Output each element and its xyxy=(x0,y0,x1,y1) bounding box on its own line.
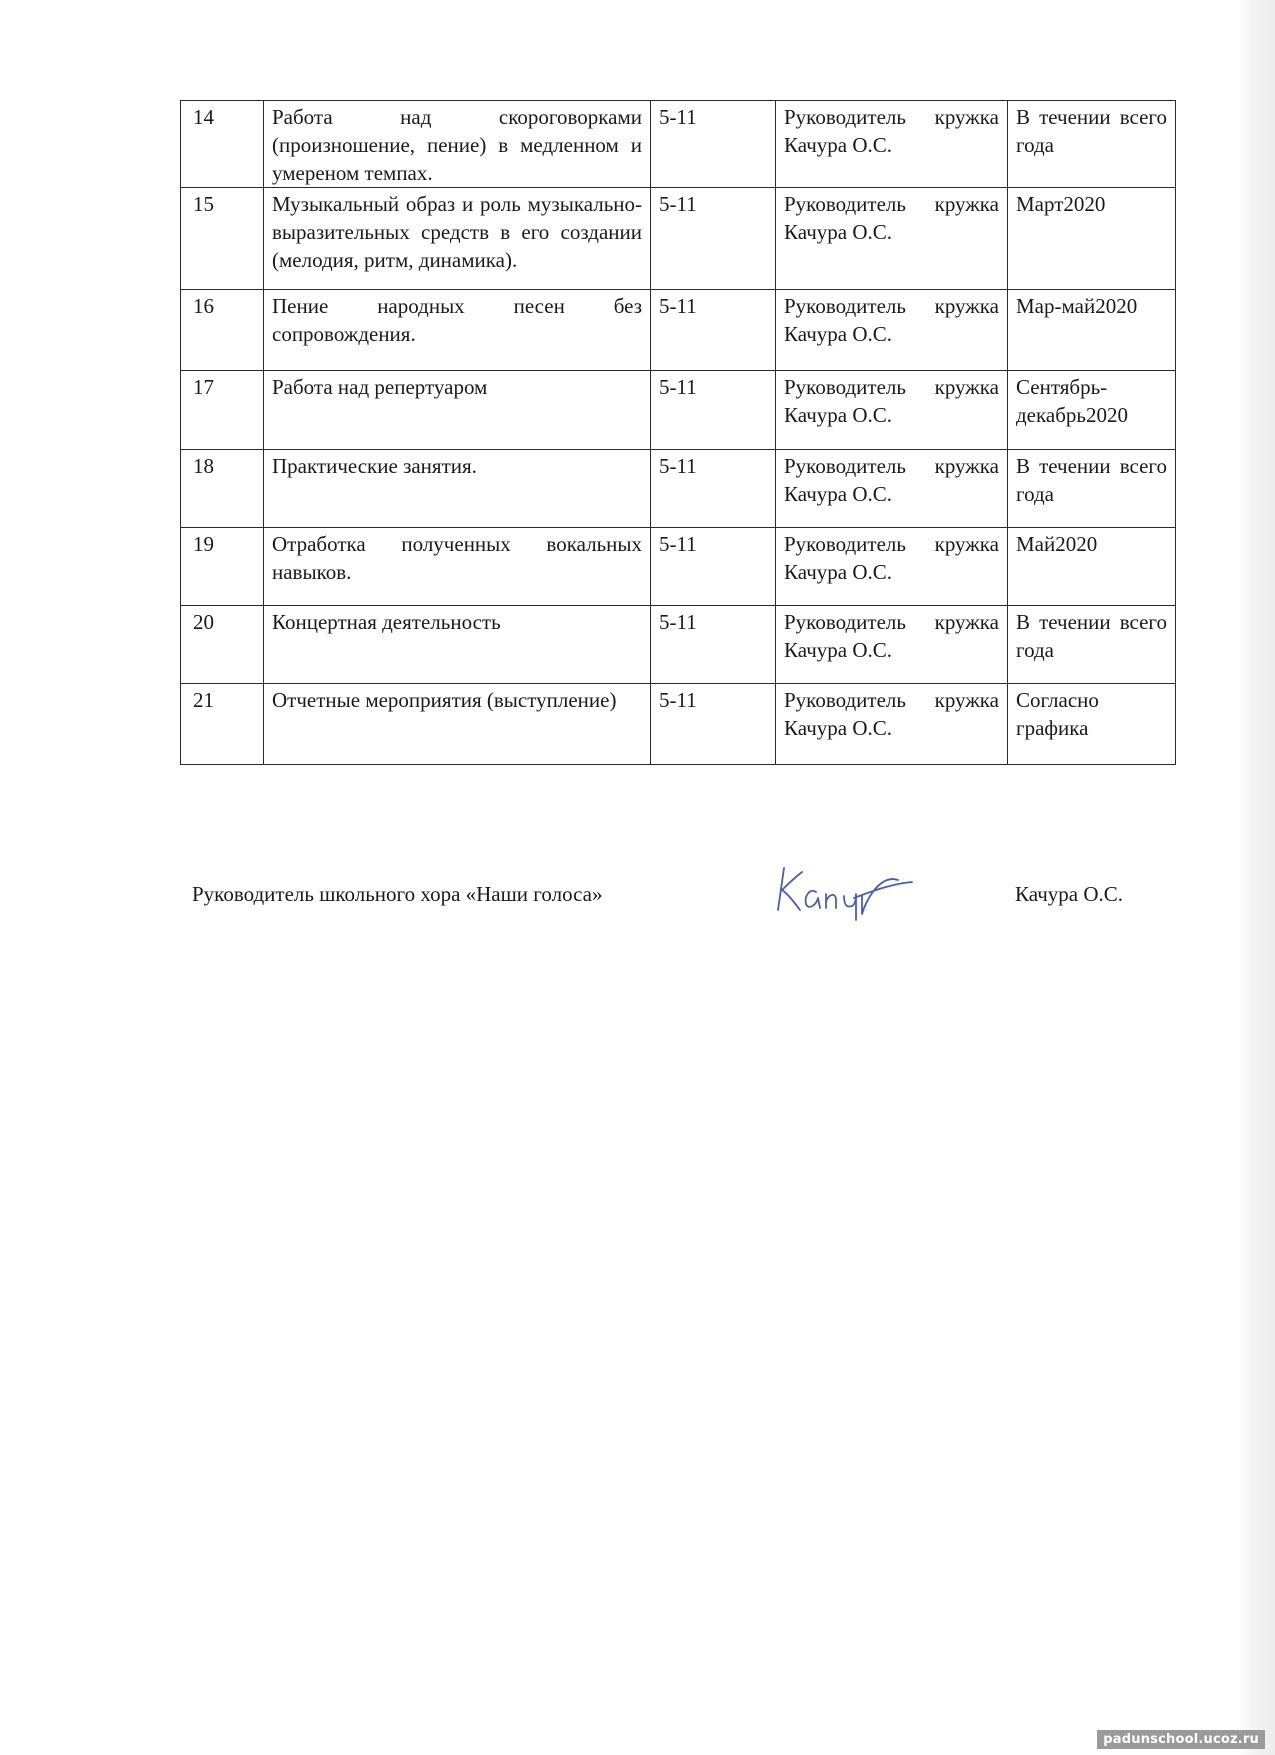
row-period: Май2020 xyxy=(1008,528,1176,606)
row-number: 19 xyxy=(181,528,264,606)
row-number: 20 xyxy=(181,606,264,684)
row-responsible: Руководитель кружка Качура О.С. xyxy=(776,606,1008,684)
row-responsible: Руководитель кружка Качура О.С. xyxy=(776,528,1008,606)
row-topic: Работа над скороговорками (произношение, пение) в медленном и умереном темпах. xyxy=(264,101,651,188)
signature-name: Качура О.С. xyxy=(1015,882,1124,906)
table-row xyxy=(181,684,1176,765)
row-number: 15 xyxy=(181,188,264,290)
table-row xyxy=(181,606,1176,684)
row-topic: Концертная деятельность xyxy=(264,606,651,684)
row-period: Сентябрь-декабрь2020 xyxy=(1008,371,1176,450)
row-period: В течении всего года xyxy=(1008,101,1176,188)
site-watermark: padunschool.ucoz.ru xyxy=(1097,1730,1265,1749)
table-row xyxy=(181,528,1176,606)
row-topic: Практические занятия. xyxy=(264,450,651,528)
row-period: Согласно графика xyxy=(1008,684,1176,765)
activity-plan-table xyxy=(180,100,1176,765)
table-row xyxy=(181,450,1176,528)
row-topic: Музыкальный образ и роль музыкально-выразительных средств в его создании (мелодия, ритм, динамика). xyxy=(264,188,651,290)
row-grades: 5-11 xyxy=(651,606,776,684)
row-number: 18 xyxy=(181,450,264,528)
row-grades: 5-11 xyxy=(651,188,776,290)
row-topic: Пение народных песен без сопровождения. xyxy=(264,290,651,371)
row-topic: Отчетные мероприятия (выступление) xyxy=(264,684,651,765)
row-number: 17 xyxy=(181,371,264,450)
row-period: Мар-май2020 xyxy=(1008,290,1176,371)
row-topic: Работа над репертуаром xyxy=(264,371,651,450)
row-number: 16 xyxy=(181,290,264,371)
row-period: Март2020 xyxy=(1008,188,1176,290)
table-row xyxy=(181,101,1176,188)
row-grades: 5-11 xyxy=(651,450,776,528)
row-grades: 5-11 xyxy=(651,528,776,606)
row-responsible: Руководитель кружка Качура О.С. xyxy=(776,188,1008,290)
row-grades: 5-11 xyxy=(651,290,776,371)
scan-page-edge xyxy=(1237,0,1275,1755)
table-row xyxy=(181,290,1176,371)
row-grades: 5-11 xyxy=(651,684,776,765)
handwritten-signature xyxy=(770,858,920,928)
table-row xyxy=(181,188,1176,290)
row-period: В течении всего года xyxy=(1008,606,1176,684)
row-responsible: Руководитель кружка Качура О.С. xyxy=(776,371,1008,450)
row-grades: 5-11 xyxy=(651,371,776,450)
row-responsible: Руководитель кружка Качура О.С. xyxy=(776,684,1008,765)
row-topic: Отработка полученных вокальных навыков. xyxy=(264,528,651,606)
row-responsible: Руководитель кружка Качура О.С. xyxy=(776,290,1008,371)
row-responsible: Руководитель кружка Качура О.С. xyxy=(776,101,1008,188)
row-number: 14 xyxy=(181,101,264,188)
signature-role: Руководитель школьного хора «Наши голоса» xyxy=(192,882,603,906)
table-row xyxy=(181,371,1176,450)
row-responsible: Руководитель кружка Качура О.С. xyxy=(776,450,1008,528)
row-period: В течении всего года xyxy=(1008,450,1176,528)
row-grades: 5-11 xyxy=(651,101,776,188)
row-number: 21 xyxy=(181,684,264,765)
